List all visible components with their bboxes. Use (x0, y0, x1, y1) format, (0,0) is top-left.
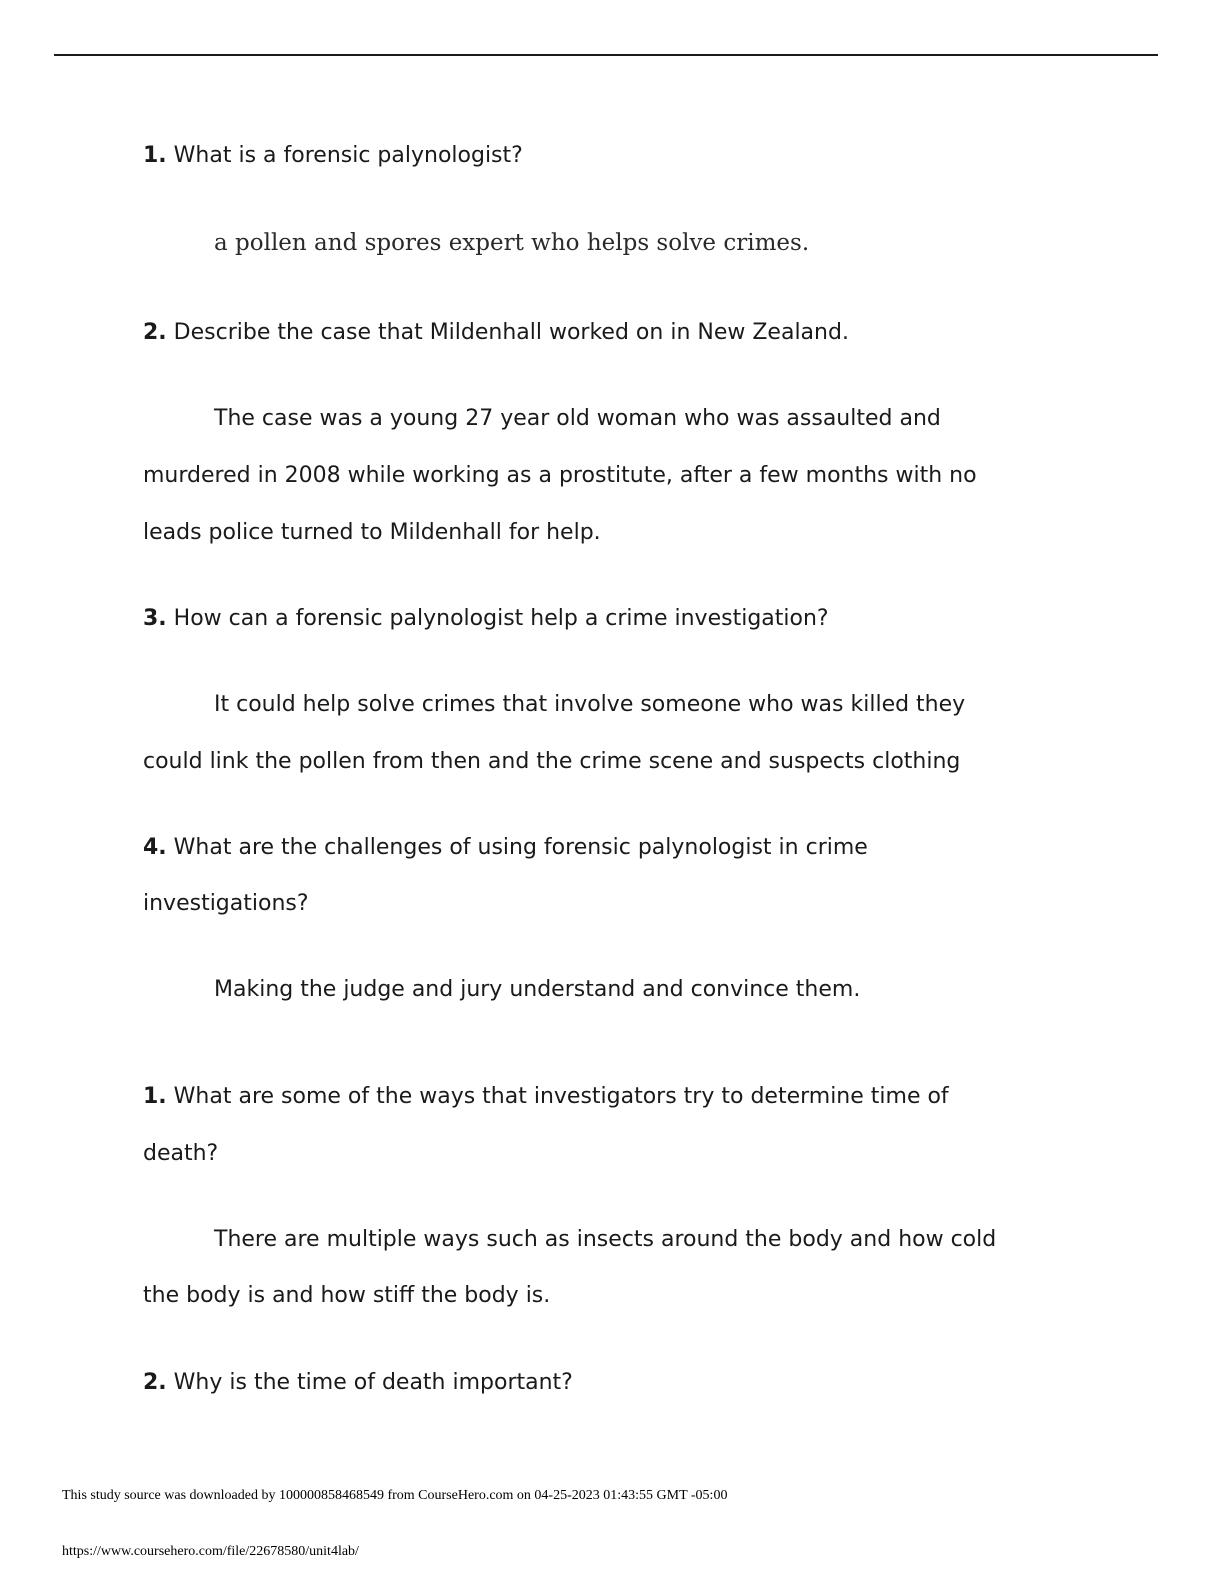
question-4: 4. What are the challenges of using forensic palynologist in crime (143, 835, 868, 860)
answer-part2-1-line-1: There are multiple ways such as insects around the body and how cold (214, 1227, 997, 1252)
header-rule (54, 54, 1158, 56)
question-1: 1. What is a forensic palynologist? (143, 143, 523, 168)
question-3: 3. How can a forensic palynologist help a crime investigation? (143, 606, 829, 631)
question-part2-1-line-2: death? (143, 1141, 219, 1166)
footer-source-line: This study source was downloaded by 100000858468549 from CourseHero.com on 04-25-2023 01:43:55 GMT -05:00 (62, 1488, 728, 1503)
question-part2-1: 1. What are some of the ways that investigators try to determine time of (143, 1084, 949, 1109)
answer-2-line-3: leads police turned to Mildenhall for help. (143, 520, 601, 545)
answer-4: Making the judge and jury understand and convince them. (214, 977, 861, 1002)
answer-part2-1-line-2: the body is and how stiff the body is. (143, 1283, 551, 1308)
footer-url[interactable]: https://www.coursehero.com/file/22678580/unit4lab/ (62, 1544, 359, 1559)
answer-1: a pollen and spores expert who helps solve crimes. (214, 230, 810, 256)
question-4-line-2: investigations? (143, 891, 309, 916)
answer-2-line-2: murdered in 2008 while working as a prostitute, after a few months with no (143, 463, 977, 488)
question-2: 2. Describe the case that Mildenhall worked on in New Zealand. (143, 320, 849, 345)
question-part2-2: 2. Why is the time of death important? (143, 1370, 573, 1395)
answer-3-line-2: could link the pollen from then and the crime scene and suspects clothing (143, 749, 961, 774)
answer-3-line-1: It could help solve crimes that involve someone who was killed they (214, 692, 966, 717)
answer-2-line-1: The case was a young 27 year old woman who was assaulted and (214, 406, 941, 431)
